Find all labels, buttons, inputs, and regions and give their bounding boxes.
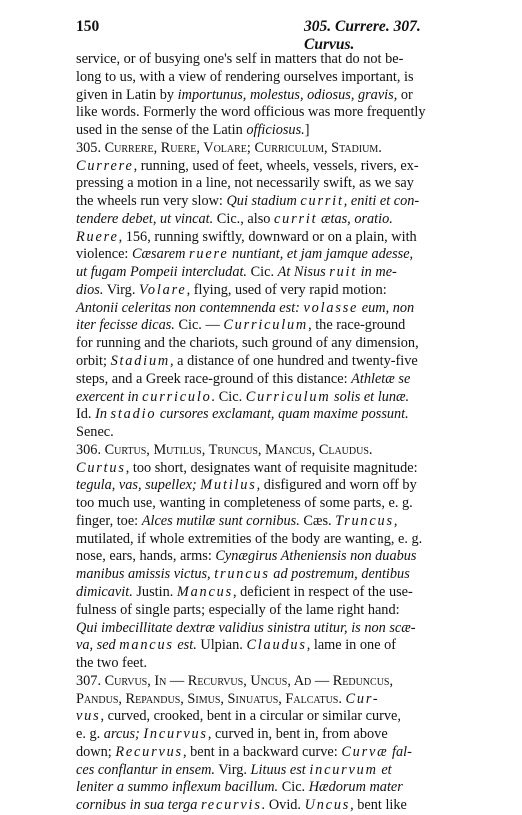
text-run: est. — [173, 637, 197, 654]
text-run: , the race-ground — [308, 317, 406, 334]
text-run: manibus amissis victus, — [76, 566, 215, 583]
text-run: Lituus est — [250, 761, 310, 778]
text-run: Uncus — [304, 797, 351, 814]
text-run: 307. — [76, 672, 105, 689]
text-run: Mutilus — [200, 477, 257, 494]
text-run: cursores exclamant, quam maxime possunt. — [156, 406, 409, 423]
text-run: , bent in a backward curve: — [182, 743, 342, 760]
text-run: the two feet. — [76, 655, 148, 672]
text-line — [76, 495, 456, 513]
text-run: Curtus, Mutilus, Truncus, Mancus, Claudus. — [104, 441, 373, 458]
text-run: Pandus, Repandus, Simus, Sinuatus, Falcatus. — [76, 690, 342, 707]
text-run: eum, non — [358, 299, 415, 316]
text-line — [76, 779, 456, 797]
text-run: Truncus — [335, 512, 394, 529]
text-run: , disfigured and worn off by — [256, 477, 417, 494]
text-run: fulness of single parts; especially of the lame right hand: — [76, 601, 400, 618]
text-run: 305. — [76, 139, 105, 156]
text-run: Stadium — [110, 353, 171, 370]
text-run: Claudus — [246, 637, 307, 654]
text-run: importunus, molestus, odiosus, gravis, — [177, 86, 398, 103]
text-run: . — [261, 797, 266, 814]
text-run: tegula, vas, supellex; — [76, 477, 201, 494]
text-run: Cynægirus Atheniensis non duabus — [215, 548, 417, 565]
text-run: , too short, designates want of requisite magnitude: — [125, 459, 418, 476]
text-run: dimicavit. — [76, 583, 133, 600]
text-run: 306. — [76, 441, 105, 458]
text-run: currit — [274, 210, 318, 227]
text-run: incurvum — [309, 761, 378, 778]
text-run: Cic. — [278, 779, 309, 796]
text-run: ætas, oratio. — [317, 210, 393, 227]
text-run: Recurvus — [115, 743, 183, 760]
text-run: tendere debet, ut vincat. — [76, 210, 214, 227]
text-run: Currere — [76, 157, 134, 174]
text-run: mancus — [119, 637, 174, 654]
text-line — [76, 51, 456, 69]
text-run: Ovid. — [265, 797, 305, 814]
text-run: violence: — [76, 246, 132, 263]
text-line — [76, 300, 456, 318]
text-run: Curriculum — [245, 388, 331, 405]
text-run: , flying, used of very rapid motion: — [186, 281, 387, 298]
text-run: , curved, crooked, bent in a circular or similar curve, — [100, 708, 401, 725]
text-run: Ulpian. — [196, 637, 247, 654]
text-run: mutilated, if whole extremities of the body are wanting, e. g. — [76, 530, 423, 547]
text-line — [76, 406, 456, 424]
text-line — [76, 371, 456, 389]
text-run: Incurvus — [143, 726, 208, 743]
text-line — [76, 708, 456, 726]
text-run: , curved in, bent in, from above — [207, 726, 388, 743]
text-run: Curvus, In — Recurvus, Uncus, Ad — Reduncus, — [104, 672, 394, 689]
text-run: Senec. — [76, 424, 114, 441]
text-run: Qui stadium — [226, 193, 301, 210]
text-run: like words. Formerly the word officious was more frequently — [76, 104, 426, 121]
text-line — [76, 744, 456, 762]
text-run: et — [377, 761, 392, 778]
text-line — [76, 726, 456, 744]
text-run: service, or of busying one's self in matters that do not be- — [76, 51, 404, 67]
text-line — [76, 531, 456, 549]
text-run: Curtus — [76, 459, 126, 476]
text-run: Athletæ se — [351, 370, 411, 387]
text-run: Curvæ — [341, 743, 389, 760]
text-run: , running, used of feet, wheels, vessels, rivers, ex- — [133, 157, 419, 174]
text-run: , bent like — [350, 797, 407, 814]
text-run: Cic., also — [213, 210, 274, 227]
text-line — [76, 548, 456, 566]
text-line — [76, 317, 456, 335]
text-run: Cæs. — [299, 512, 336, 529]
text-run: nuntiant, et jam jamque adesse, — [228, 246, 414, 263]
text-run: , 156, running swiftly, downward or on a plain, with — [118, 228, 417, 245]
text-run: Cur- — [345, 690, 380, 707]
text-run: In — [95, 406, 111, 423]
text-run: the wheels run very slow: — [76, 193, 227, 210]
text-run: currit — [300, 193, 344, 210]
text-run: Antonii celeritas non contemnenda est: — [76, 299, 304, 316]
text-run: Curriculum — [223, 317, 309, 334]
text-run: or — [397, 86, 413, 103]
text-run: dios. — [76, 281, 104, 298]
text-run: truncus — [214, 566, 270, 583]
text-run: down; — [76, 743, 116, 760]
text-line — [76, 691, 456, 709]
text-run: ad postremum, dentibus — [269, 566, 410, 583]
text-run: ] — [304, 122, 310, 139]
text-run: e. g. — [76, 726, 104, 743]
text-run: officiosus. — [246, 122, 305, 139]
text-line — [76, 477, 456, 495]
text-run: , deficient in respect of the use- — [232, 583, 413, 600]
text-line — [76, 140, 456, 158]
text-line — [76, 335, 456, 353]
text-run: Virg. — [214, 761, 251, 778]
text-run: vus — [76, 708, 101, 725]
text-line — [76, 655, 456, 673]
text-line — [76, 602, 456, 620]
text-line — [76, 264, 456, 282]
text-line — [76, 513, 456, 531]
text-run: volasse — [303, 299, 359, 316]
text-run: , a distance of one hundred and twenty-five — [170, 353, 418, 370]
text-line — [76, 282, 456, 300]
text-run: ut fugam Pompeii intercludat. — [76, 264, 248, 281]
text-run: Ruere — [76, 228, 119, 245]
text-run: , — [393, 512, 398, 529]
text-run: ces conflantur in ensem. — [76, 761, 215, 778]
text-run: long to us, with a view of rendering ourselves important, is — [76, 68, 414, 85]
text-run: Mancus — [176, 583, 233, 600]
text-line — [76, 158, 456, 176]
text-run: exercent in — [76, 388, 143, 405]
text-run: Cic. — [247, 264, 278, 281]
running-header — [76, 18, 456, 53]
text-run: orbit; — [76, 353, 111, 370]
text-line — [76, 211, 456, 229]
text-run: too much use, wanting in completeness of some parts, e. g. — [76, 495, 413, 512]
text-run: nose, ears, hands, arms: — [76, 548, 216, 565]
text-run: Justin. — [132, 583, 177, 600]
text-line — [76, 762, 456, 780]
text-run: , eniti et con- — [343, 193, 420, 210]
text-run: Hædorum mater — [308, 779, 403, 796]
text-run: va, sed — [76, 637, 120, 654]
text-line — [76, 442, 456, 460]
text-line — [76, 246, 456, 264]
text-run: given in Latin by — [76, 86, 178, 103]
text-run: Cic. — — [174, 317, 224, 334]
text-line — [76, 175, 456, 193]
text-run: curriculo — [142, 388, 212, 405]
text-line — [76, 797, 456, 815]
text-line — [76, 584, 456, 602]
text-line — [76, 566, 456, 584]
text-line — [76, 122, 456, 140]
text-run: Qui imbecillitate dextræ validius sinistra utitur, is non scæ- — [76, 619, 416, 636]
text-run: . — [211, 388, 216, 405]
text-line — [76, 673, 456, 691]
text-run: Id. — [76, 406, 96, 423]
text-run: used in the sense of the Latin — [76, 122, 247, 139]
text-run: recurvis — [200, 797, 262, 814]
text-run: finger, toe: — [76, 512, 142, 529]
text-run: Cæsarem — [131, 246, 190, 263]
text-line — [76, 620, 456, 638]
text-run: fal- — [388, 743, 412, 760]
text-run: iter fecisse dicas. — [76, 317, 175, 334]
text-line — [76, 424, 456, 442]
text-run: Currere, Ruere, Volare; Curriculum, Stadium. — [104, 139, 382, 156]
text-run: Volare — [138, 281, 187, 298]
text-run: arcus; — [103, 726, 144, 743]
text-line — [76, 460, 456, 478]
text-run: Virg. — [103, 281, 139, 298]
text-run: cornibus in sua terga — [76, 797, 201, 814]
text-run: ruit — [329, 264, 358, 281]
body-text — [76, 51, 456, 815]
text-run: , lame in one of — [306, 637, 397, 654]
text-run: for running and the chariots, such ground of any dimension, — [76, 335, 419, 352]
text-line — [76, 104, 456, 122]
running-title: 305. Currere. 307. Curvus. — [304, 18, 421, 53]
text-line — [76, 229, 456, 247]
text-run: solis et lunæ. — [330, 388, 410, 405]
text-run: leniter a summo inflexum bacillum. — [76, 779, 279, 796]
text-run: pressing a motion in a line, not necessarily swift, as we say — [76, 175, 414, 192]
text-line — [76, 69, 456, 87]
text-line — [76, 87, 456, 105]
text-line — [76, 353, 456, 371]
page-number: 150 — [76, 18, 100, 35]
text-line — [76, 637, 456, 655]
text-run: stadio — [110, 406, 157, 423]
text-run: Cic. — [215, 388, 246, 405]
text-run: in me- — [357, 264, 397, 281]
text-run: Alces mutilæ sunt cornibus. — [141, 512, 300, 529]
text-run: At Nisus — [277, 264, 330, 281]
text-line — [76, 389, 456, 407]
text-run: ruere — [189, 246, 229, 263]
text-line — [76, 193, 456, 211]
text-run: steps, and a Greek race-ground of this distance: — [76, 370, 352, 387]
